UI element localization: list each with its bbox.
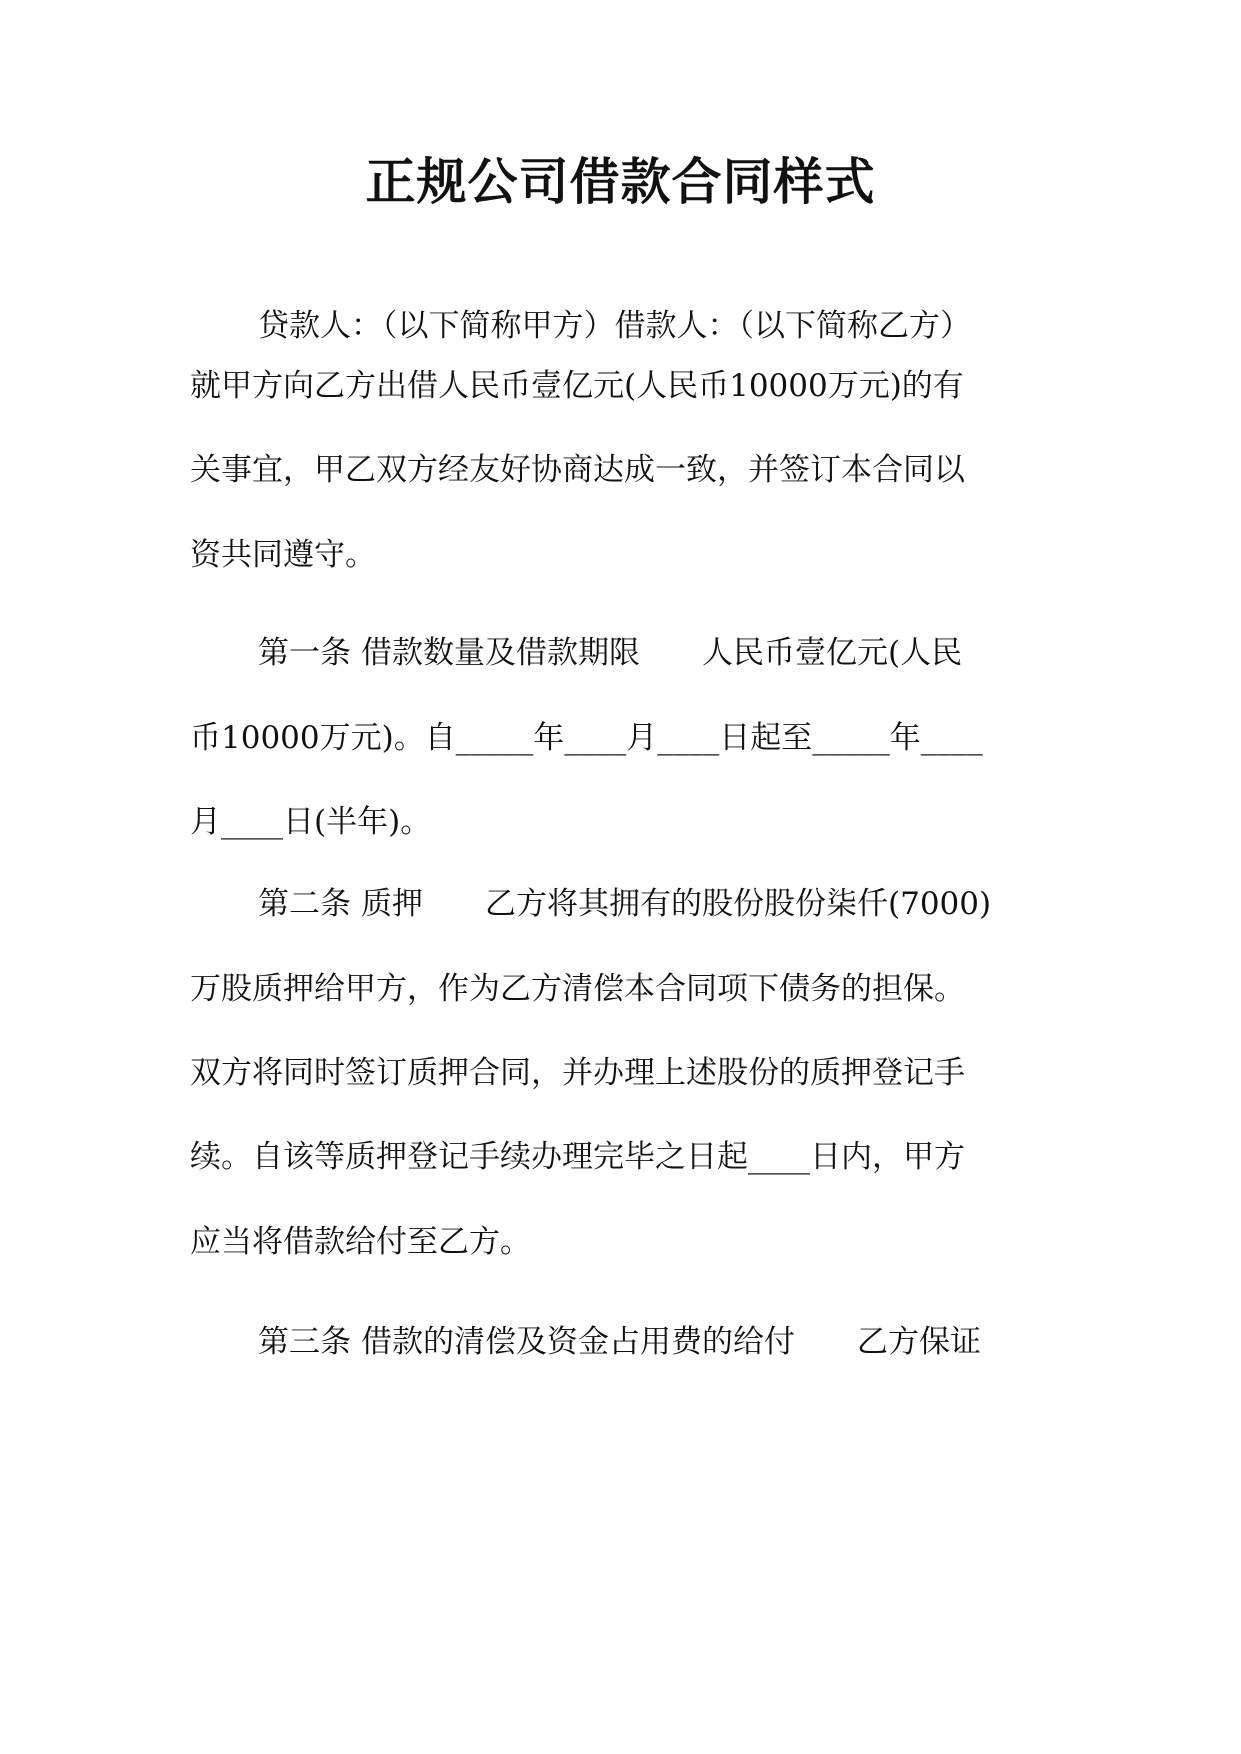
article-text: 乙方将其拥有的股份股份柒仟(7000) xyxy=(485,886,992,922)
paragraph-line: 就甲方向乙方出借人民币壹亿元(人民币10000万元)的有 xyxy=(190,368,964,404)
article-3-heading-line xyxy=(258,1320,981,1364)
article-text: 人民币壹亿元(人民 xyxy=(702,635,963,671)
article-heading: 借款数量及借款期限 xyxy=(361,635,640,671)
paragraph-line: 应当将借款给付至乙方。 xyxy=(190,1224,531,1260)
article-number: 第一条 xyxy=(258,635,351,671)
paragraph-line: 币10000万元)。自_____年____月____日起至_____年____ xyxy=(190,720,983,756)
article-number: 第三条 xyxy=(258,1324,351,1360)
paragraph-line: 续。自该等质押登记手续办理完毕之日起____日内，甲方 xyxy=(190,1139,965,1175)
article-number: 第二条 xyxy=(258,886,351,922)
article-2-heading-line xyxy=(258,882,991,926)
document-title: 正规公司借款合同样式 xyxy=(365,153,876,211)
article-heading: 质押 xyxy=(361,886,423,922)
paragraph-line: 贷款人：（以下简称甲方）借款人：（以下简称乙方） xyxy=(258,308,971,344)
article-heading: 借款的清偿及资金占用费的给付 xyxy=(361,1324,795,1360)
paragraph-line: 万股质押给甲方，作为乙方清偿本合同项下债务的担保。 xyxy=(190,971,965,1007)
article-1-heading-line xyxy=(258,631,962,675)
paragraph-line: 月____日(半年)。 xyxy=(190,804,432,840)
paragraph-line: 双方将同时签订质押合同，并办理上述股份的质押登记手 xyxy=(190,1055,965,1091)
paragraph-line: 关事宜，甲乙双方经友好协商达成一致，并签订本合同以 xyxy=(190,452,965,488)
paragraph-line: 资共同遵守。 xyxy=(190,537,376,573)
article-text: 乙方保证 xyxy=(857,1324,981,1360)
